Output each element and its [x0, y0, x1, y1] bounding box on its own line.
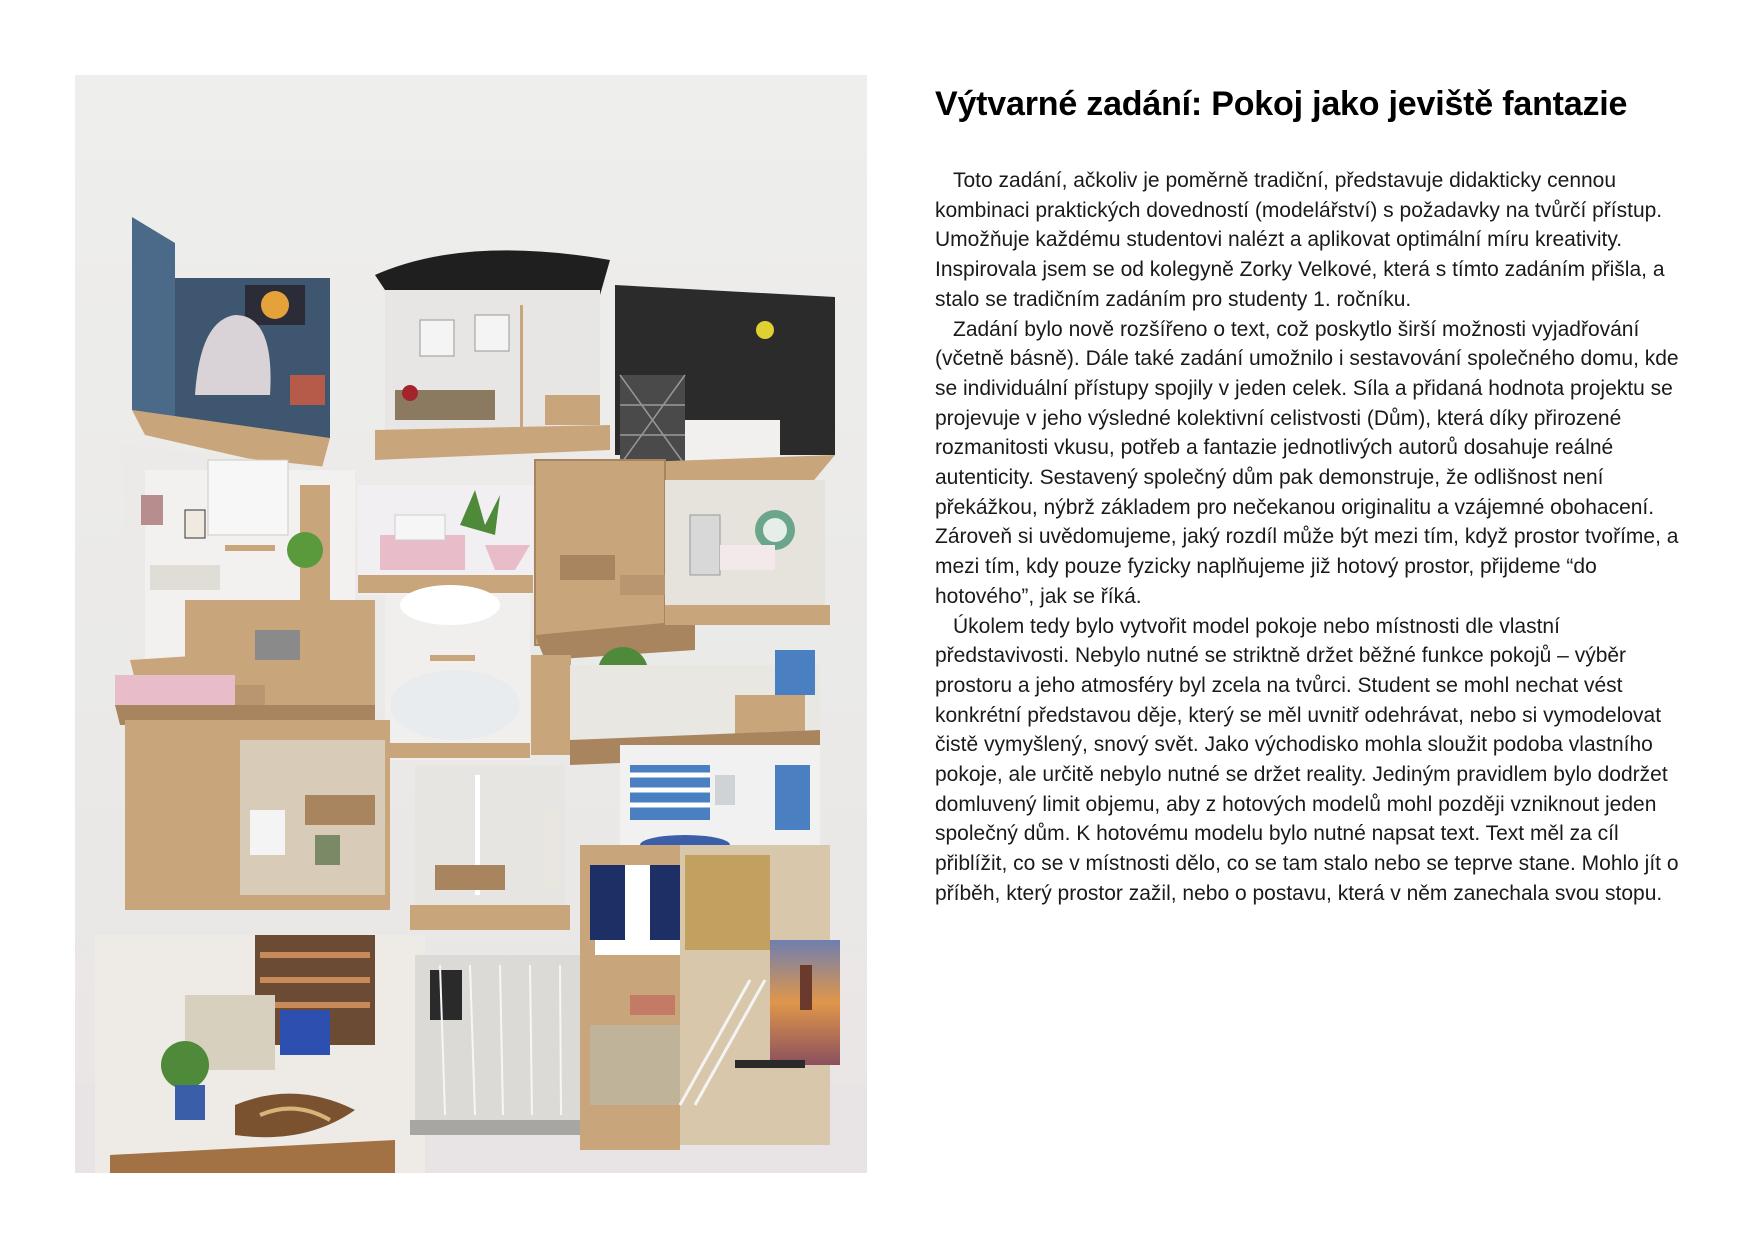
- room-blue-white-stripes: [620, 745, 820, 860]
- article-paragraph-2: Zadání bylo nově rozšířeno o text, což poskytlo širší možnosti vyjadřování (včetně básně). Dále také zadání umožnilo i sestavování společného domu, kde se individuální přístupy spojily v jeden celek. Síla a přidaná hodnota projektu se projevuje v jeho výsledné kolektivní celistvosti (Dům), která díky přirozené rozmanitosti vkusu, potřeb a fantazie jednotlivých autorů dosahuje reálné autenticity. Sestavený společný dům pak demonstruje, že odlišnost není překážkou, nýbrž základem pro nečekanou originalitu a vzájemné obohacení. Zároveň si uvědomujeme, jaký rozdíl může být mezi tím, když prostor tvoříme, a mezi tím, kdy pouze fyzicky naplňujeme již hotový prostor, přijdeme “do hotového”, jak se říká.: [935, 317, 1679, 608]
- room-black-ceiling: [375, 250, 610, 460]
- room-pink-bed: [358, 485, 533, 595]
- article-paragraph-1: Toto zadání, ačkoliv je poměrně tradiční, představuje didakticky cennou kombinaci praktických dovedností (modelářství) s požadavky na tvůrčí přístup. Umožňuje každému studentovi nalézt a aplikovat optimální míru kreativity. Inspirovala jsem se od kolegyně Zorky Velkové, která s tímto zadáním přišla, a stalo se tradičním zadáním pro studenty 1. ročníku.: [935, 169, 1665, 311]
- article: [935, 82, 1695, 909]
- room-bathroom-mirror: [665, 480, 830, 625]
- room-kitchen-cardboard: [125, 720, 390, 910]
- room-bedroom-carpet: [95, 935, 425, 1173]
- room-bubble-cloud: [385, 585, 530, 760]
- cardboard-house-illustration: [75, 75, 867, 1173]
- room-white-sculpture: [410, 765, 570, 930]
- room-curtains-stairs: [580, 845, 685, 1150]
- article-title: Výtvarné zadání: Pokoj jako jeviště fantazie: [935, 85, 1628, 123]
- room-sunset-painting: [680, 845, 840, 1145]
- room-dark-city: [615, 285, 835, 487]
- article-paragraph-3: Úkolem tedy bylo vytvořit model pokoje nebo místnosti dle vlastní představivosti. Nebylo nutné se striktně držet běžné funkce pokojů – výběr prostoru a jeho atmosféry byl zcela na tvůrci. Student se mohl nechat vést konkrétní představou děje, který se měl uvnitř odehrávat, nebo si vymodelovat čistě vymyšlený, snový svět. Jako východisko mohla sloužit podoba vlastního pokoje, ale určitě nebylo nutné se držet reality. Jediným pravidlem bylo dodržet domluvený limit objemu, aby z hotových modelů mohl později vzniknout jeden společný dům. K hotovému modelu bylo nutné napsat text. Text měl za cíl přiblížit, co se v místnosti dělo, co se tam stalo nebo se teprve stane. Mohlo jít o příběh, který prostor zažil, nebo o postavu, která v něm zanechala svou stopu.: [935, 614, 1679, 905]
- cardboard-house-photo: [75, 75, 867, 1173]
- article-body: [935, 166, 1695, 909]
- room-cage: [410, 955, 600, 1135]
